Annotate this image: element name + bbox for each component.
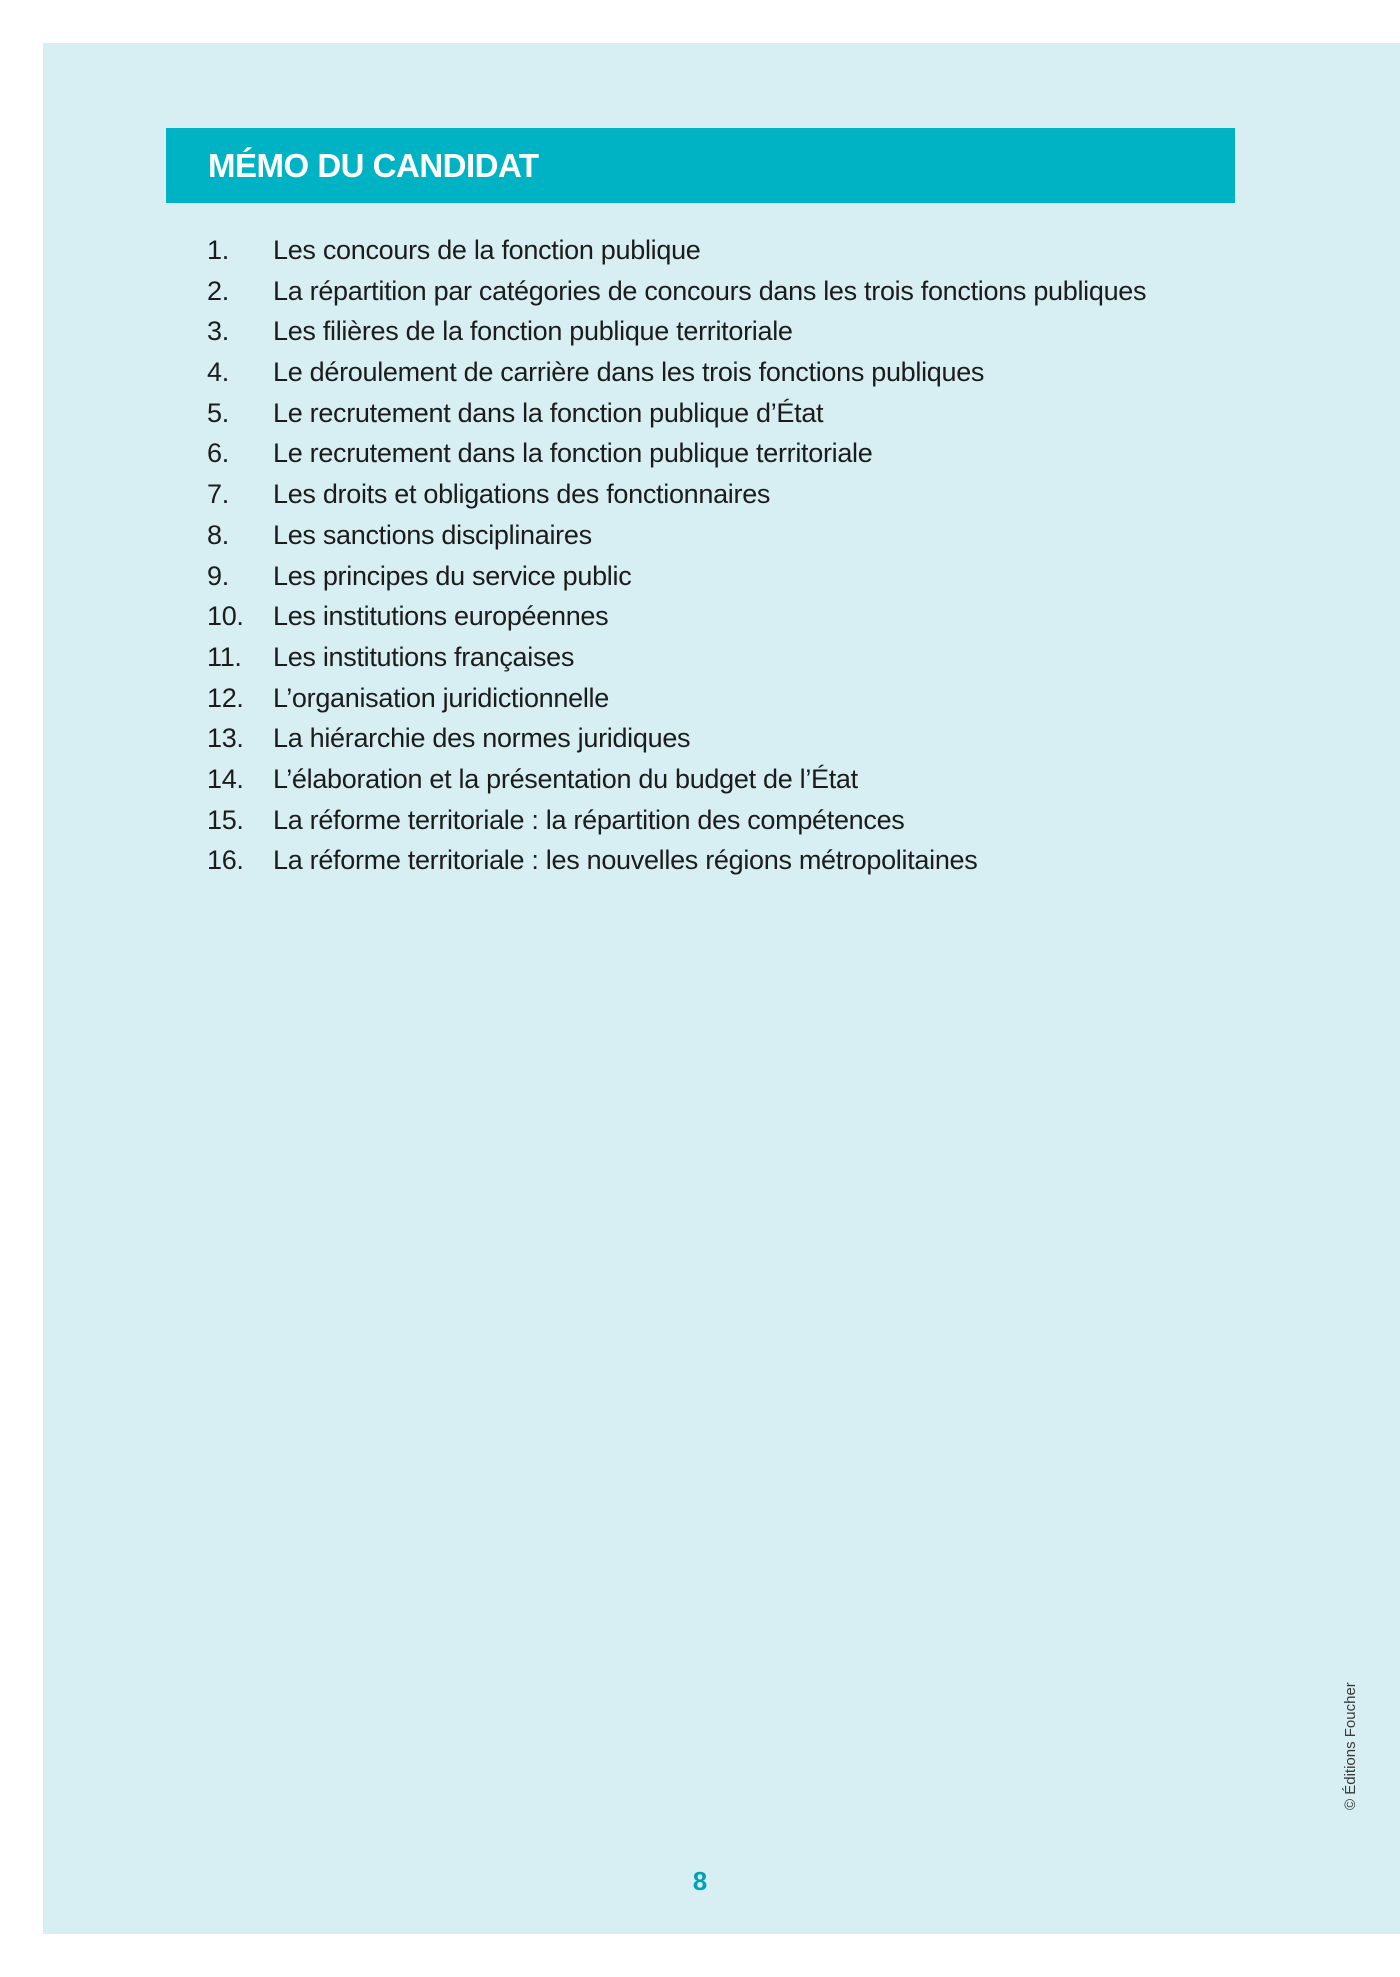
item-text: La hiérarchie des normes juridiques [273, 723, 691, 754]
list-item [207, 352, 1146, 393]
item-number: 12. [207, 682, 244, 713]
item-number: 15. [207, 804, 244, 835]
item-number: 2. [207, 275, 229, 306]
item-number: 14. [207, 763, 244, 794]
copyright-notice: © Éditions Foucher [1342, 1682, 1359, 1810]
item-number: 10. [207, 601, 244, 632]
list-item [207, 311, 1146, 352]
item-text: La réforme territoriale : les nouvelles régions métropolitaines [273, 845, 978, 876]
list-item [207, 678, 1146, 719]
header-band [166, 128, 1235, 203]
list-item [207, 433, 1146, 474]
item-number: 4. [207, 357, 229, 388]
item-number: 3. [207, 316, 229, 347]
item-text: Le recrutement dans la fonction publique territoriale [273, 438, 873, 469]
list-item [207, 515, 1146, 556]
item-text: Les institutions européennes [273, 601, 609, 632]
item-number: 9. [207, 560, 229, 591]
list-item [207, 718, 1146, 759]
list-item [207, 596, 1146, 637]
list-item [207, 271, 1146, 312]
item-number: 11. [207, 641, 242, 672]
list-item [207, 556, 1146, 597]
list-item [207, 474, 1146, 515]
item-number: 6. [207, 438, 229, 469]
memo-list [207, 230, 1146, 881]
item-text: Les sanctions disciplinaires [273, 519, 592, 550]
item-text: L’élaboration et la présentation du budget de l’État [273, 763, 858, 794]
item-text: Les principes du service public [273, 560, 632, 591]
list-item [207, 393, 1146, 434]
item-number: 13. [207, 723, 244, 754]
item-text: Le déroulement de carrière dans les trois fonctions publiques [273, 357, 985, 388]
item-text: La réforme territoriale : la répartition des compétences [273, 804, 905, 835]
item-number: 5. [207, 397, 229, 428]
list-item [207, 759, 1146, 800]
page-title: MÉMO DU CANDIDAT [208, 147, 539, 184]
page-number: 8 [692, 1866, 708, 1896]
item-number: 7. [207, 479, 229, 510]
item-number: 8. [207, 519, 229, 550]
item-number: 1. [207, 235, 229, 265]
list-item [207, 800, 1146, 841]
item-text: Les droits et obligations des fonctionnaires [273, 479, 771, 510]
item-text: Le recrutement dans la fonction publique d’État [273, 397, 824, 428]
list-item [207, 230, 1146, 271]
item-text: La répartition par catégories de concours dans les trois fonctions publiques [273, 275, 1147, 306]
list-item [207, 840, 1146, 881]
item-number: 16. [207, 845, 244, 876]
list-item [207, 637, 1146, 678]
item-text: Les filières de la fonction publique territoriale [273, 316, 793, 347]
item-text: Les concours de la fonction publique [273, 235, 701, 265]
item-text: L’organisation juridictionnelle [273, 682, 609, 713]
item-text: Les institutions françaises [273, 641, 575, 672]
